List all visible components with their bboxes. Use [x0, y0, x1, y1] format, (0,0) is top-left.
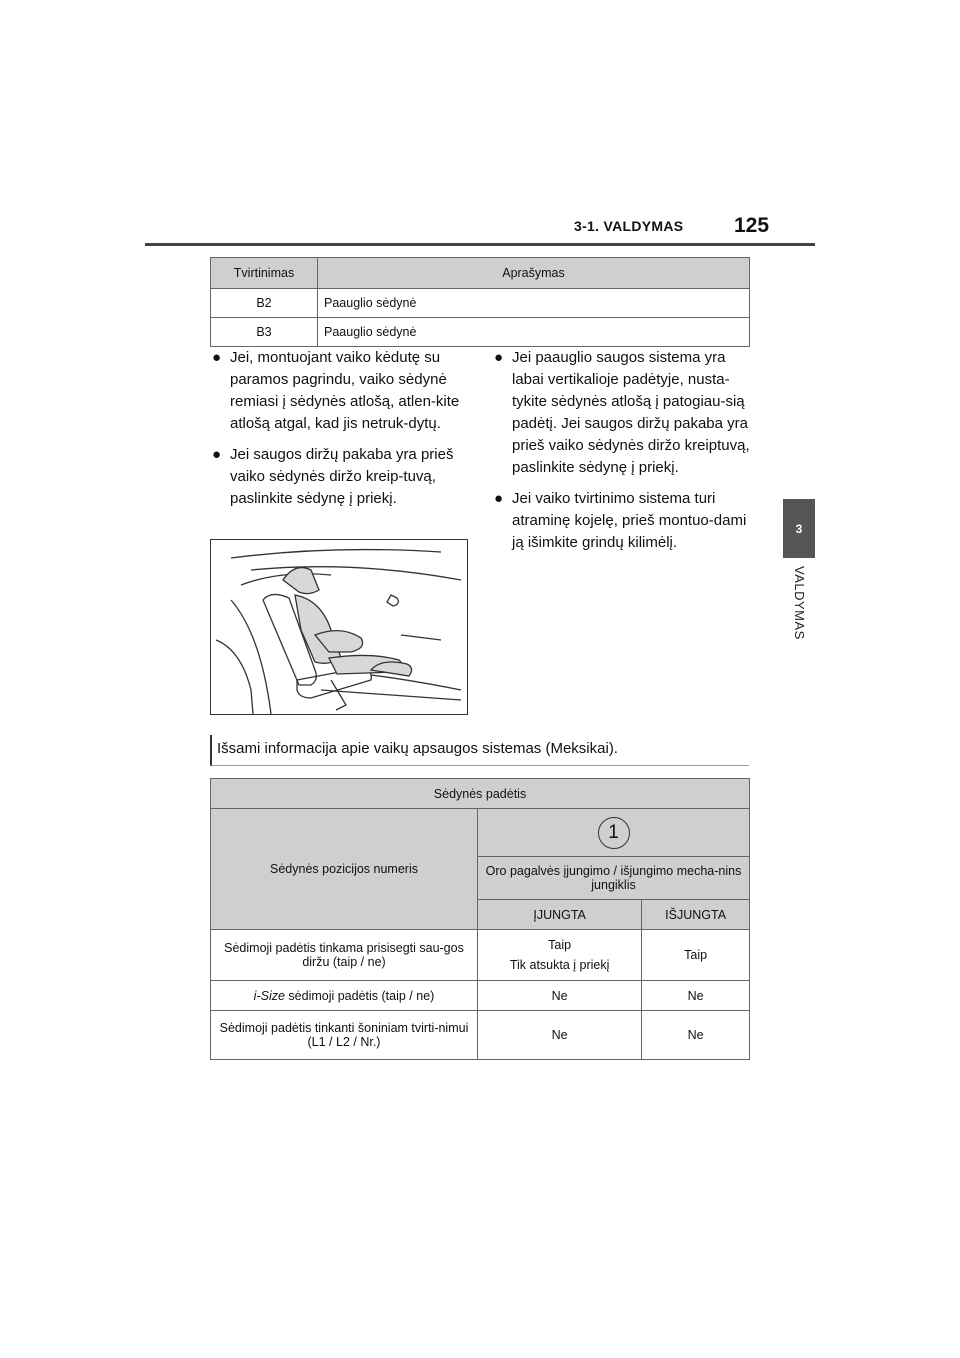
- table-row: [211, 981, 750, 1011]
- chapter-label: VALDYMAS: [792, 566, 807, 640]
- mounting-table: [210, 257, 750, 347]
- bullet-icon: ●: [212, 349, 222, 366]
- left-column: [212, 347, 467, 519]
- bullet-text: Jei vaiko tvirtinimo sistema turi atraminę kojelę, prieš montuo-dami ją išimkite grindų kilimėlį.: [512, 490, 747, 551]
- info-heading: Išsami informacija apie vaikų apsaugos sistemas (Meksikai).: [217, 740, 618, 757]
- table-row: [211, 1011, 750, 1060]
- table-cell: B3: [211, 318, 318, 347]
- chapter-tab: [783, 499, 815, 558]
- seat-position-table: [210, 778, 750, 1060]
- bullet-icon: ●: [494, 349, 504, 366]
- position-number-cell: [478, 809, 750, 857]
- child-seat-illustration: [210, 539, 468, 715]
- page-number: 125: [734, 214, 770, 237]
- list-item: [212, 444, 467, 510]
- position-number-badge: 1: [598, 817, 630, 849]
- table-cell-off: Ne: [642, 1011, 750, 1060]
- row-label: Sėdimoji padėtis tinkama prisisegti sau-gos diržu (taip / ne): [211, 930, 478, 981]
- table-header-mounting: Tvirtinimas: [211, 258, 318, 289]
- cell-line: Tik atsukta į priekį: [509, 958, 610, 972]
- row-label-emphasis: i-Size: [253, 988, 285, 1003]
- section-title: 3-1. VALDYMAS: [574, 218, 684, 234]
- table-cell: Paauglio sėdynė: [318, 289, 750, 318]
- table-cell-off: Taip: [642, 930, 750, 981]
- car-seat-drawing: [211, 540, 467, 714]
- table-cell: Paauglio sėdynė: [318, 318, 750, 347]
- right-column: [494, 347, 754, 563]
- table-row: [211, 930, 750, 981]
- chapter-number: 3: [795, 521, 803, 536]
- table-header-description: Aprašymas: [318, 258, 750, 289]
- table-cell-on: Ne: [478, 1011, 642, 1060]
- table-cell-on: Ne: [478, 981, 642, 1011]
- row-label-rest: sėdimoji padėtis (taip / ne): [284, 988, 435, 1003]
- bullet-text: Jei saugos diržų pakaba yra prieš vaiko sėdynės diržo kreip-tuvą, paslinkite sėdynę į priekį.: [230, 446, 454, 507]
- bullet-icon: ●: [494, 490, 504, 507]
- row-label: [211, 981, 478, 1011]
- cell-line: Taip: [548, 938, 572, 952]
- row-label: Sėdimoji padėtis tinkanti šoniniam tvirti-nimui (L1 / L2 / Nr.): [211, 1011, 478, 1060]
- table-cell-on: [478, 930, 642, 981]
- header-rule: [145, 243, 815, 246]
- list-item: [494, 488, 754, 554]
- bullet-text: Jei paauglio saugos sistema yra labai vertikalioje padėtyje, nusta-tykite sėdynės atlošą į patogiau-sią padėtį. Jei saugos diržų pakaba yra prieš vaiko sėdynės diržo kreiptuvą, paslinkite sėdynę į priekį.: [512, 349, 750, 476]
- column-header-on: ĮJUNGTA: [478, 900, 642, 930]
- column-header-off: IŠJUNGTA: [642, 900, 750, 930]
- table-cell: B2: [211, 289, 318, 318]
- list-item: [212, 347, 467, 435]
- table-title: Sėdynės padėtis: [211, 779, 750, 809]
- bullet-text: Jei, montuojant vaiko kėdutę su paramos pagrindu, vaiko sėdynė remiasi į sėdynės atlošą, atlen-kite atlošą atgal, kad jis netruk-dytų.: [230, 349, 460, 432]
- airbag-switch-label: Oro pagalvės įjungimo / išjungimo mecha-nins jungiklis: [478, 857, 750, 900]
- row-header-position-number: Sėdynės pozicijos numeris: [211, 809, 478, 930]
- bullet-icon: ●: [212, 446, 222, 463]
- table-row: [211, 289, 750, 318]
- table-cell-off: Ne: [642, 981, 750, 1011]
- list-item: [494, 347, 754, 479]
- table-row: [211, 318, 750, 347]
